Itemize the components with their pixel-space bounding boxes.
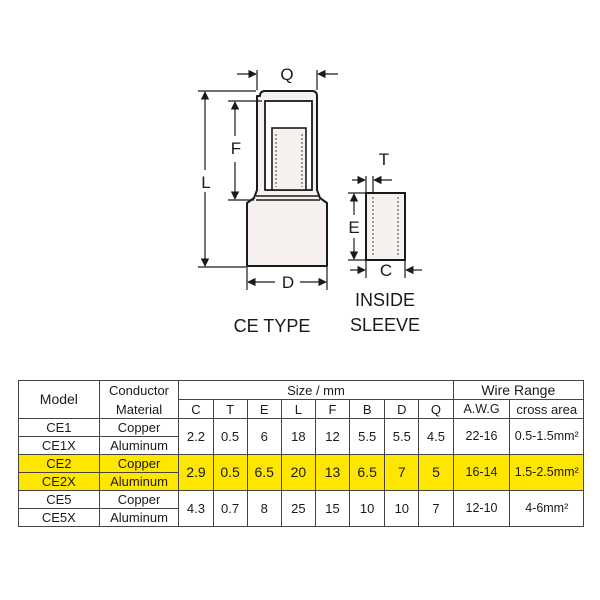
cross-area-cell: 4-6mm² <box>510 491 584 527</box>
model-cell: CE1 <box>19 419 100 437</box>
header-size-col: T <box>213 400 247 419</box>
value-cell: 2.2 <box>179 419 213 455</box>
header-awg: A.W.G <box>453 400 510 419</box>
awg-cell: 22-16 <box>453 419 510 455</box>
subheader-row <box>19 400 584 419</box>
table-row <box>19 419 584 437</box>
value-cell: 18 <box>281 419 315 455</box>
header-size-col: D <box>385 400 419 419</box>
material-cell: Copper <box>99 455 179 473</box>
dimension-t <box>352 176 392 192</box>
header-size-col: L <box>281 400 315 419</box>
value-cell: 7 <box>385 455 419 491</box>
value-cell: 10 <box>350 491 385 527</box>
awg-cell: 16-14 <box>453 455 510 491</box>
dim-label-d: D <box>281 273 295 292</box>
value-cell: 12 <box>315 419 349 455</box>
value-cell: 8 <box>247 491 281 527</box>
header-size: Size / mm <box>179 381 453 400</box>
value-cell: 0.5 <box>213 455 247 491</box>
header-size-col: B <box>350 400 385 419</box>
value-cell: 5.5 <box>385 419 419 455</box>
value-cell: 25 <box>281 491 315 527</box>
header-size-col: C <box>179 400 213 419</box>
value-cell: 13 <box>315 455 349 491</box>
inside-sleeve-label-line1: INSIDE <box>354 290 416 310</box>
value-cell: 2.9 <box>179 455 213 491</box>
value-cell: 10 <box>385 491 419 527</box>
header-row <box>19 381 584 400</box>
cross-area-cell: 1.5-2.5mm² <box>510 455 584 491</box>
value-cell: 6.5 <box>247 455 281 491</box>
spec-table-body <box>19 381 584 527</box>
value-cell: 6.5 <box>350 455 385 491</box>
dim-label-l: L <box>201 173 211 192</box>
cross-area-cell: 0.5-1.5mm² <box>510 419 584 455</box>
model-cell: CE2 <box>19 455 100 473</box>
header-cross-area: cross area <box>510 400 584 419</box>
header-wire-range: Wire Range <box>453 381 583 400</box>
spec-table <box>18 380 584 527</box>
value-cell: 0.5 <box>213 419 247 455</box>
inside-sleeve-label-line2: SLEEVE <box>349 315 421 335</box>
header-model: Model <box>19 381 100 419</box>
value-cell: 15 <box>315 491 349 527</box>
dim-label-q: Q <box>280 65 294 84</box>
connector-inner-sleeve <box>272 128 306 190</box>
value-cell: 5 <box>419 455 453 491</box>
header-material: Material <box>99 400 179 419</box>
material-cell: Aluminum <box>99 437 179 455</box>
model-cell: CE5X <box>19 509 100 527</box>
inside-sleeve-drawing <box>366 193 405 260</box>
awg-cell: 12-10 <box>453 491 510 527</box>
table-row <box>19 491 584 509</box>
model-cell: CE5 <box>19 491 100 509</box>
header-conductor: Conductor <box>99 381 179 400</box>
dim-label-c: C <box>379 261 393 280</box>
model-cell: CE1X <box>19 437 100 455</box>
material-cell: Aluminum <box>99 473 179 491</box>
material-cell: Copper <box>99 419 179 437</box>
header-size-col: Q <box>419 400 453 419</box>
dim-label-t: T <box>378 150 390 169</box>
value-cell: 7 <box>419 491 453 527</box>
dim-label-f: F <box>230 139 242 158</box>
header-size-col: E <box>247 400 281 419</box>
value-cell: 0.7 <box>213 491 247 527</box>
value-cell: 5.5 <box>350 419 385 455</box>
model-cell: CE2X <box>19 473 100 491</box>
ce-type-label: CE TYPE <box>233 316 311 336</box>
table-row-highlighted <box>19 455 584 473</box>
header-size-col: F <box>315 400 349 419</box>
dim-label-e: E <box>348 218 360 237</box>
material-cell: Copper <box>99 491 179 509</box>
value-cell: 20 <box>281 455 315 491</box>
value-cell: 6 <box>247 419 281 455</box>
value-cell: 4.5 <box>419 419 453 455</box>
value-cell: 4.3 <box>179 491 213 527</box>
ce-connector-drawing <box>247 91 327 266</box>
material-cell: Aluminum <box>99 509 179 527</box>
